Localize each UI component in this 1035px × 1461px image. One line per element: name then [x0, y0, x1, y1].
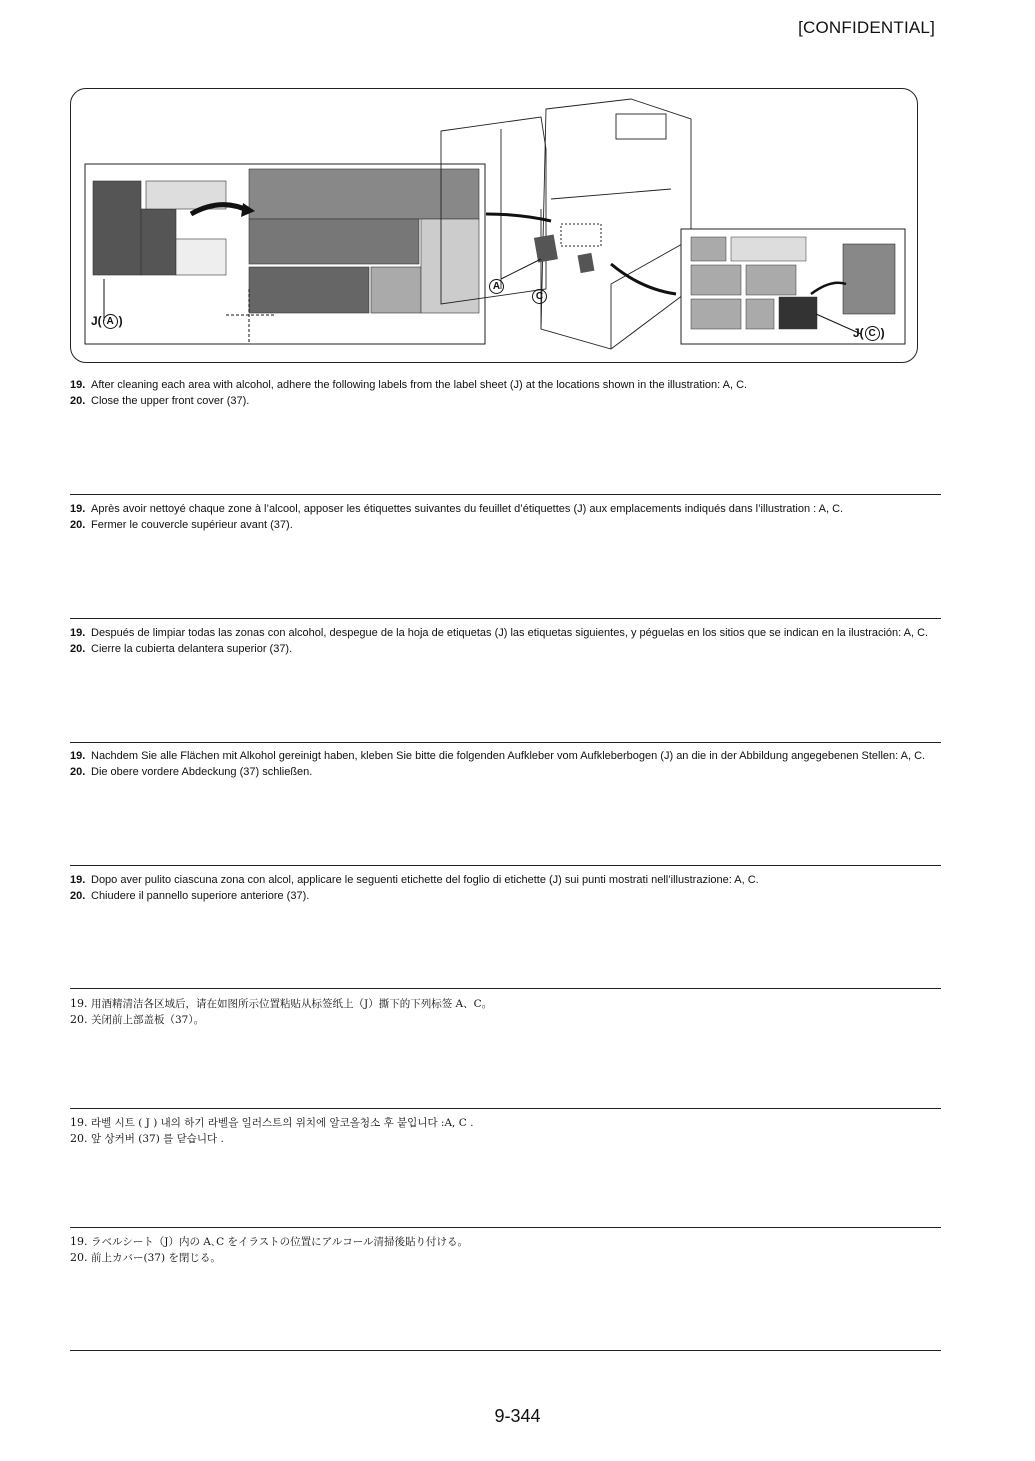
step-19: 19. Después de limpiar todas las zonas con alcohol, despegue de la hoja de etiquetas (J) las etiquetas siguientes, y péguelas en los sitios que se indican en la ilustración: A, C.	[70, 627, 929, 639]
step-19: 19. Nachdem Sie alle Flächen mit Alkohol gereinigt haben, kleben Sie bitte die folgenden Aufkleber vom Aufkleberbogen (J) an die in der Abbildung angegebenen Stellen: A, C.	[70, 750, 926, 762]
label-j-a: J( A )	[91, 314, 123, 328]
divider	[70, 1350, 941, 1351]
divider	[70, 742, 941, 743]
label-illustration	[70, 88, 918, 363]
section-es	[70, 625, 941, 657]
confidential-header: [CONFIDENTIAL]	[798, 18, 935, 37]
page-number: 9-344	[494, 1406, 541, 1426]
circled-letter-c: C	[865, 326, 880, 341]
step-20: 20. Chiudere il pannello superiore anteriore (37).	[70, 890, 310, 902]
divider	[70, 618, 941, 619]
step-20: 20. Die obere vordere Abdeckung (37) schließen.	[70, 766, 313, 778]
divider	[70, 988, 941, 989]
step-20: 20. Close the upper front cover (37).	[70, 395, 250, 407]
section-fr	[70, 501, 941, 533]
section-it	[70, 872, 941, 904]
callout-a: A	[488, 279, 505, 294]
step-20: 20. 앞 상커버 (37) 를 닫습니다 .	[70, 1132, 224, 1145]
section-de	[70, 748, 941, 780]
step-19: 19. 라벨 시트 ( J ) 내의 하기 라벨을 일러스트의 위치에 알코올청소 후 붙입니다 :A, C .	[70, 1116, 474, 1129]
section-ko	[70, 1115, 941, 1147]
divider	[70, 1227, 941, 1228]
step-20: 20. Cierre la cubierta delantera superior (37).	[70, 643, 293, 655]
step-19: 19. After cleaning each area with alcohol, adhere the following labels from the label sheet (J) at the locations shown in the illustration: A, C.	[70, 379, 748, 391]
section-ja	[70, 1234, 941, 1266]
divider	[70, 865, 941, 866]
step-20: 20. 关闭前上部盖板（37）。	[70, 1013, 205, 1026]
divider	[70, 494, 941, 495]
callout-c: C	[531, 289, 548, 304]
step-20: 20. Fermer le couvercle supérieur avant (37).	[70, 519, 293, 531]
step-19: 19. 用酒精清洁各区域后，请在如图所示位置粘贴从标签纸上（J）撕下的下列标签 A、C。	[70, 997, 493, 1010]
illustration-drawing	[71, 89, 919, 364]
step-19: 19. Dopo aver pulito ciascuna zona con alcol, applicare le seguenti etichette del foglio di etichette (J) sui punti mostrati nell’illustrazione: A, C.	[70, 874, 759, 886]
step-19: 19. Après avoir nettoyé chaque zone à l’alcool, apposer les étiquettes suivantes du feuillet d’étiquettes (J) aux emplacements indiqués dans l’illustration : A, C.	[70, 503, 844, 515]
step-20: 20. 前上カバー(37) を閉じる。	[70, 1251, 221, 1264]
label-j-c: J( C )	[853, 326, 885, 340]
divider	[70, 1108, 941, 1109]
circled-letter-a: A	[103, 314, 118, 329]
section-en	[70, 377, 941, 409]
section-zh	[70, 996, 941, 1028]
step-19: 19. ラベルシート（J）内の A､C をイラストの位置にアルコール清掃後貼り付ける。	[70, 1235, 469, 1248]
